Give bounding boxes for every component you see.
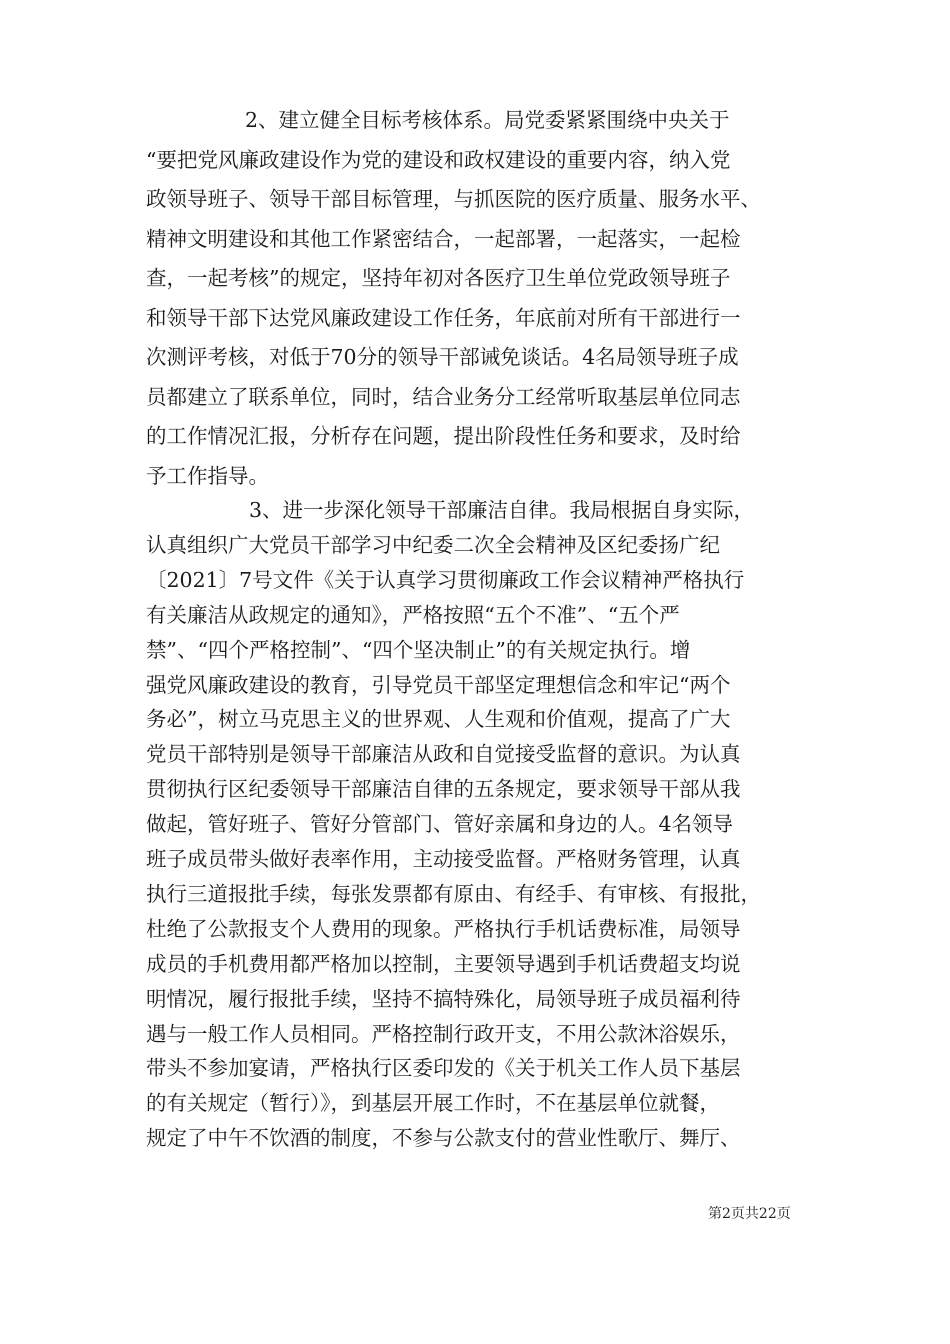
paragraph-3-line-8: 党员干部特别是领导干部廉洁从政和自觉接受监督的意识。为认真	[146, 742, 741, 767]
paragraph-2-line-5: 查，一起考核”的规定，坚持年初对各医疗卫生单位党政领导班子	[146, 266, 731, 290]
paragraph-3-line-1: 3、进一步深化领导干部廉洁自律。我局根据自身实际，	[249, 498, 755, 522]
paragraph-2-line-6: 和领导干部下达党风廉政建设工作任务，年底前对所有干部进行一	[146, 305, 741, 330]
paragraph-3-line-13: 杜绝了公款报支个人费用的现象。严格执行手机话费标准，局领导	[146, 916, 741, 941]
paragraph-3-line-15: 明情况，履行报批手续，坚持不搞特殊化，局领导班子成员福利待	[146, 986, 741, 1011]
paragraph-2-line-10: 予工作指导。	[146, 463, 269, 488]
paragraph-2-line-4: 精神文明建设和其他工作紧密结合，一起部署，一起落实，一起检	[146, 226, 741, 251]
paragraph-3-line-16: 遇与一般工作人员相同。严格控制行政开支，不用公款沐浴娱乐，	[146, 1021, 741, 1046]
paragraph-3-line-5: 禁”、“四个严格控制”、“四个坚决制止”的有关规定执行。增	[146, 637, 691, 662]
paragraph-2-line-3: 政领导班子、领导干部目标管理，与抓医院的医疗质量、服务水平、	[146, 187, 761, 211]
paragraph-3-line-18: 的有关规定（暂行）》，到基层开展工作时，不在基层单位就餐，	[146, 1091, 720, 1116]
paragraph-2-line-2: “要把党风廉政建设作为党的建设和政权建设的重要内容，纳入党	[146, 147, 731, 172]
paragraph-3-line-4: 有关廉洁从政规定的通知》，严格按照“五个不准”、“五个严	[146, 602, 680, 627]
paragraph-2-line-1: 2、建立健全目标考核体系。局党委紧紧围绕中央关于	[245, 108, 730, 132]
paragraph-3-line-14: 成员的手机费用都严格加以控制，主要领导遇到手机话费超支均说	[146, 951, 741, 976]
paragraph-3-line-11: 班子成员带头做好表率作用，主动接受监督。严格财务管理，认真	[146, 847, 741, 871]
paragraph-3-line-3: 〔2021〕7号文件《关于认真学习贯彻廉政工作会议精神严格执行	[146, 567, 745, 592]
paragraph-3-line-10: 做起，管好班子、管好分管部门、管好亲属和身边的人。4名领导	[146, 812, 734, 837]
paragraph-3-line-17: 带头不参加宴请，严格执行区委印发的《关于机关工作人员下基层	[146, 1056, 741, 1081]
paragraph-3-line-19: 规定了中午不饮酒的制度，不参与公款支付的营业性歌厅、舞厅、	[146, 1126, 741, 1151]
paragraph-2-line-8: 员都建立了联系单位，同时，结合业务分工经常听取基层单位同志	[146, 384, 741, 409]
paragraph-3-line-7: 务必”，树立马克思主义的世界观、人生观和价值观，提高了广大	[146, 707, 731, 732]
paragraph-3-line-2: 认真组织广大党员干部学习中纪委二次全会精神及区纪委扬广纪	[146, 532, 720, 557]
paragraph-3-line-12: 执行三道报批手续，每张发票都有原由、有经手、有审核、有报批，	[146, 881, 761, 906]
paragraph-3-line-9: 贯彻执行区纪委领导干部廉洁自律的五条规定，要求领导干部从我	[146, 777, 741, 802]
paragraph-2-line-9: 的工作情况汇报，分析存在问题，提出阶段性任务和要求，及时给	[146, 424, 741, 448]
paragraph-2-line-7: 次测评考核，对低于70分的领导干部诫免谈话。4名局领导班子成	[146, 345, 739, 369]
paragraph-3-line-6: 强党风廉政建设的教育，引导党员干部坚定理想信念和牢记“两个	[146, 672, 731, 697]
page-number-footer: 第2页共22页	[708, 1206, 791, 1222]
